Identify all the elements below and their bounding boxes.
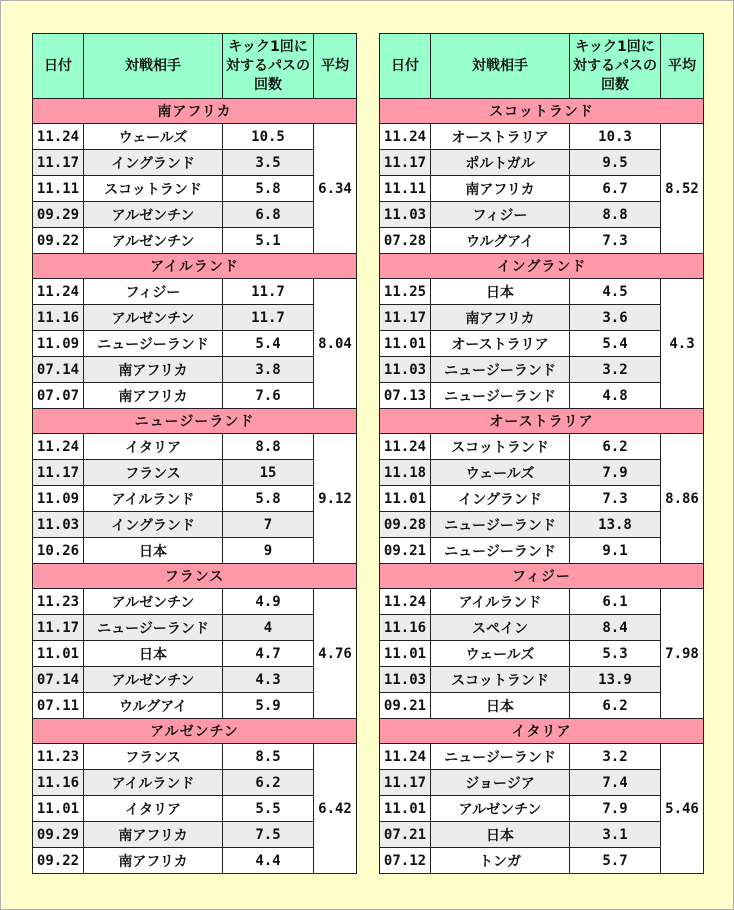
kick-pass-ratio: 8.5 [223, 744, 314, 770]
match-opponent: ウルグアイ [431, 228, 570, 254]
team-name: イタリア [380, 719, 704, 744]
match-date: 10.26 [33, 538, 84, 564]
kick-pass-ratio: 7.3 [570, 486, 661, 512]
match-date: 11.01 [380, 796, 431, 822]
match-row [380, 796, 704, 822]
team-average: 4.3 [661, 279, 704, 409]
match-date: 11.09 [33, 331, 84, 357]
match-row [380, 512, 704, 538]
match-opponent: アイルランド [84, 486, 223, 512]
kick-pass-ratio: 10.3 [570, 124, 661, 150]
match-opponent: フランス [84, 460, 223, 486]
match-opponent: フィジー [84, 279, 223, 305]
match-date: 11.24 [33, 124, 84, 150]
match-row [33, 202, 357, 228]
match-date: 09.21 [380, 693, 431, 719]
match-row [380, 357, 704, 383]
match-date: 11.24 [33, 279, 84, 305]
kick-pass-ratio: 6.2 [570, 693, 661, 719]
kick-pass-ratio: 3.2 [570, 357, 661, 383]
match-opponent: アルゼンチン [84, 202, 223, 228]
match-row [380, 124, 704, 150]
kick-pass-ratio: 3.5 [223, 150, 314, 176]
kick-pass-ratio: 4.7 [223, 641, 314, 667]
header-row [380, 34, 704, 99]
kick-pass-ratio: 7.9 [570, 460, 661, 486]
match-date: 11.01 [33, 796, 84, 822]
match-opponent: 日本 [431, 279, 570, 305]
match-date: 11.16 [380, 615, 431, 641]
team-row [33, 719, 357, 744]
team-average: 8.52 [661, 124, 704, 254]
kick-pass-ratio: 6.8 [223, 202, 314, 228]
match-row [380, 667, 704, 693]
team-name: 南アフリカ [33, 99, 357, 124]
match-date: 11.24 [33, 434, 84, 460]
match-date: 07.14 [33, 667, 84, 693]
match-date: 07.13 [380, 383, 431, 409]
kick-pass-ratio: 8.4 [570, 615, 661, 641]
match-date: 07.12 [380, 848, 431, 874]
team-average: 8.04 [314, 279, 357, 409]
team-name: アイルランド [33, 254, 357, 279]
match-opponent: アルゼンチン [84, 305, 223, 331]
team-name: フランス [33, 564, 357, 589]
match-row [33, 822, 357, 848]
match-row [380, 202, 704, 228]
match-date: 11.18 [380, 460, 431, 486]
kick-pass-ratio: 9.1 [570, 538, 661, 564]
match-opponent: 日本 [431, 693, 570, 719]
match-opponent: 南アフリカ [84, 848, 223, 874]
match-date: 11.01 [33, 641, 84, 667]
kick-pass-ratio: 10.5 [223, 124, 314, 150]
match-row [33, 460, 357, 486]
match-row [33, 124, 357, 150]
team-average: 4.76 [314, 589, 357, 719]
kick-pass-ratio: 4.9 [223, 589, 314, 615]
average-header: 平均 [314, 34, 357, 99]
kick-pass-ratio: 3.2 [570, 744, 661, 770]
kick-pass-ratio: 5.4 [570, 331, 661, 357]
average-header: 平均 [661, 34, 704, 99]
kick-ratio-header: キック1回に対するパスの回数 [223, 34, 314, 99]
kick-pass-ratio: 7.4 [570, 770, 661, 796]
match-date: 11.17 [33, 150, 84, 176]
kick-pass-ratio: 4 [223, 615, 314, 641]
match-opponent: イタリア [84, 434, 223, 460]
kick-pass-ratio: 4.5 [570, 279, 661, 305]
match-opponent: アルゼンチン [84, 589, 223, 615]
match-opponent: 日本 [84, 641, 223, 667]
match-opponent: ウェールズ [84, 124, 223, 150]
match-row [33, 615, 357, 641]
match-opponent: ウルグアイ [84, 693, 223, 719]
team-row [33, 409, 357, 434]
team-row [380, 254, 704, 279]
match-row [380, 176, 704, 202]
kick-pass-ratio: 13.8 [570, 512, 661, 538]
date-header: 日付 [33, 34, 84, 99]
team-row [33, 564, 357, 589]
team-row [380, 564, 704, 589]
match-opponent: アイルランド [84, 770, 223, 796]
kick-pass-ratio: 6.7 [570, 176, 661, 202]
team-row [380, 409, 704, 434]
match-row [33, 848, 357, 874]
match-opponent: 南アフリカ [84, 822, 223, 848]
match-date: 07.11 [33, 693, 84, 719]
match-row [33, 796, 357, 822]
match-date: 09.29 [33, 202, 84, 228]
kick-pass-ratio: 6.2 [223, 770, 314, 796]
kick-pass-ratio: 4.4 [223, 848, 314, 874]
match-row [380, 615, 704, 641]
kick-pass-ratio: 6.1 [570, 589, 661, 615]
match-row [33, 512, 357, 538]
match-row [380, 848, 704, 874]
kick-pass-ratio: 8.8 [223, 434, 314, 460]
match-row [380, 693, 704, 719]
match-opponent: アルゼンチン [84, 228, 223, 254]
match-date: 09.22 [33, 228, 84, 254]
kick-pass-ratio: 5.4 [223, 331, 314, 357]
opponent-header: 対戦相手 [84, 34, 223, 99]
kick-pass-ratio: 5.5 [223, 796, 314, 822]
match-date: 11.17 [33, 615, 84, 641]
match-opponent: 日本 [84, 538, 223, 564]
right-table-body [380, 99, 704, 874]
kick-pass-ratio: 7 [223, 512, 314, 538]
kick-pass-ratio: 3.1 [570, 822, 661, 848]
match-row [33, 641, 357, 667]
match-opponent: フィジー [431, 202, 570, 228]
match-row [380, 331, 704, 357]
kick-ratio-header: キック1回に対するパスの回数 [570, 34, 661, 99]
match-row [33, 434, 357, 460]
match-row [33, 538, 357, 564]
match-row [380, 228, 704, 254]
match-date: 09.21 [380, 538, 431, 564]
match-date: 11.25 [380, 279, 431, 305]
kick-pass-ratio: 7.9 [570, 796, 661, 822]
kick-pass-ratio: 7.6 [223, 383, 314, 409]
match-date: 11.17 [33, 460, 84, 486]
match-date: 11.17 [380, 770, 431, 796]
match-opponent: オーストラリア [431, 331, 570, 357]
team-average: 6.42 [314, 744, 357, 874]
match-opponent: ニュージーランド [431, 744, 570, 770]
match-opponent: アイルランド [431, 589, 570, 615]
kick-pass-ratio: 7.5 [223, 822, 314, 848]
match-opponent: トンガ [431, 848, 570, 874]
match-date: 11.16 [33, 770, 84, 796]
match-opponent: 日本 [431, 822, 570, 848]
match-row [33, 486, 357, 512]
match-row [33, 150, 357, 176]
match-opponent: 南アフリカ [431, 305, 570, 331]
match-date: 11.01 [380, 331, 431, 357]
match-opponent: ニュージーランド [431, 383, 570, 409]
kick-pass-ratio: 13.9 [570, 667, 661, 693]
match-row [380, 589, 704, 615]
match-row [33, 744, 357, 770]
kick-pass-ratio: 4.3 [223, 667, 314, 693]
match-row [33, 770, 357, 796]
team-name: オーストラリア [380, 409, 704, 434]
match-date: 07.28 [380, 228, 431, 254]
match-date: 11.16 [33, 305, 84, 331]
match-row [380, 434, 704, 460]
match-row [33, 589, 357, 615]
team-row [380, 99, 704, 124]
match-opponent: スコットランド [84, 176, 223, 202]
match-row [33, 176, 357, 202]
match-row [380, 641, 704, 667]
match-date: 07.21 [380, 822, 431, 848]
team-average: 8.86 [661, 434, 704, 564]
kick-pass-ratio: 5.8 [223, 176, 314, 202]
match-opponent: イングランド [84, 512, 223, 538]
kick-pass-ratio: 3.8 [223, 357, 314, 383]
match-date: 07.14 [33, 357, 84, 383]
team-row [33, 254, 357, 279]
match-row [380, 383, 704, 409]
team-row [380, 719, 704, 744]
match-opponent: ウェールズ [431, 460, 570, 486]
match-opponent: イタリア [84, 796, 223, 822]
kick-pass-ratio: 8.8 [570, 202, 661, 228]
header-row [33, 34, 357, 99]
match-date: 11.01 [380, 641, 431, 667]
match-date: 07.07 [33, 383, 84, 409]
match-date: 11.09 [33, 486, 84, 512]
match-date: 11.24 [380, 589, 431, 615]
team-name: アルゼンチン [33, 719, 357, 744]
match-date: 11.11 [380, 176, 431, 202]
kick-pass-ratio: 15 [223, 460, 314, 486]
match-row [380, 486, 704, 512]
match-date: 11.24 [380, 744, 431, 770]
kick-pass-ratio: 11.7 [223, 279, 314, 305]
match-opponent: フランス [84, 744, 223, 770]
date-header: 日付 [380, 34, 431, 99]
match-date: 11.24 [380, 434, 431, 460]
match-opponent: スコットランド [431, 667, 570, 693]
team-name: スコットランド [380, 99, 704, 124]
match-opponent: ポルトガル [431, 150, 570, 176]
kick-pass-ratio: 5.8 [223, 486, 314, 512]
team-average: 6.34 [314, 124, 357, 254]
match-opponent: ウェールズ [431, 641, 570, 667]
team-name: イングランド [380, 254, 704, 279]
match-opponent: ニュージーランド [431, 538, 570, 564]
match-date: 11.03 [380, 357, 431, 383]
match-date: 09.22 [33, 848, 84, 874]
kick-pass-ratio: 5.1 [223, 228, 314, 254]
kick-pass-ratio: 9.5 [570, 150, 661, 176]
left-table-body [33, 99, 357, 874]
team-average: 7.98 [661, 589, 704, 719]
match-opponent: 南アフリカ [84, 357, 223, 383]
match-opponent: アルゼンチン [431, 796, 570, 822]
match-date: 09.28 [380, 512, 431, 538]
team-row [33, 99, 357, 124]
match-row [33, 228, 357, 254]
opponent-header: 対戦相手 [431, 34, 570, 99]
match-date: 11.01 [380, 486, 431, 512]
match-opponent: ニュージーランド [84, 615, 223, 641]
match-row [33, 279, 357, 305]
match-row [380, 305, 704, 331]
match-date: 11.03 [380, 202, 431, 228]
match-date: 09.29 [33, 822, 84, 848]
match-row [380, 460, 704, 486]
match-opponent: 南アフリカ [84, 383, 223, 409]
match-row [33, 693, 357, 719]
team-average: 5.46 [661, 744, 704, 874]
match-opponent: イングランド [84, 150, 223, 176]
match-date: 11.17 [380, 150, 431, 176]
match-row [380, 150, 704, 176]
kick-pass-ratio: 5.9 [223, 693, 314, 719]
match-row [380, 538, 704, 564]
kick-pass-ratio: 7.3 [570, 228, 661, 254]
match-opponent: ニュージーランド [431, 357, 570, 383]
match-row [380, 822, 704, 848]
match-opponent: アルゼンチン [84, 667, 223, 693]
match-row [33, 383, 357, 409]
kick-pass-ratio: 5.3 [570, 641, 661, 667]
match-row [380, 744, 704, 770]
match-date: 11.17 [380, 305, 431, 331]
team-name: ニュージーランド [33, 409, 357, 434]
match-opponent: スコットランド [431, 434, 570, 460]
match-row [33, 305, 357, 331]
match-opponent: スペイン [431, 615, 570, 641]
match-date: 11.23 [33, 744, 84, 770]
kick-pass-ratio: 9 [223, 538, 314, 564]
match-row [33, 331, 357, 357]
match-row [33, 667, 357, 693]
match-date: 11.03 [33, 512, 84, 538]
team-average: 9.12 [314, 434, 357, 564]
match-row [380, 770, 704, 796]
match-opponent: ニュージーランド [431, 512, 570, 538]
match-opponent: オーストラリア [431, 124, 570, 150]
kick-pass-ratio: 3.6 [570, 305, 661, 331]
match-opponent: ジョージア [431, 770, 570, 796]
match-row [380, 279, 704, 305]
match-date: 11.03 [380, 667, 431, 693]
match-opponent: 南アフリカ [431, 176, 570, 202]
match-date: 11.11 [33, 176, 84, 202]
kick-pass-ratio: 4.8 [570, 383, 661, 409]
match-date: 11.24 [380, 124, 431, 150]
kick-pass-ratio: 5.7 [570, 848, 661, 874]
right-stats-table [379, 33, 704, 874]
match-opponent: ニュージーランド [84, 331, 223, 357]
team-name: フィジー [380, 564, 704, 589]
match-opponent: イングランド [431, 486, 570, 512]
kick-pass-ratio: 6.2 [570, 434, 661, 460]
match-date: 11.23 [33, 589, 84, 615]
left-stats-table [32, 33, 357, 874]
match-row [33, 357, 357, 383]
kick-pass-ratio: 11.7 [223, 305, 314, 331]
